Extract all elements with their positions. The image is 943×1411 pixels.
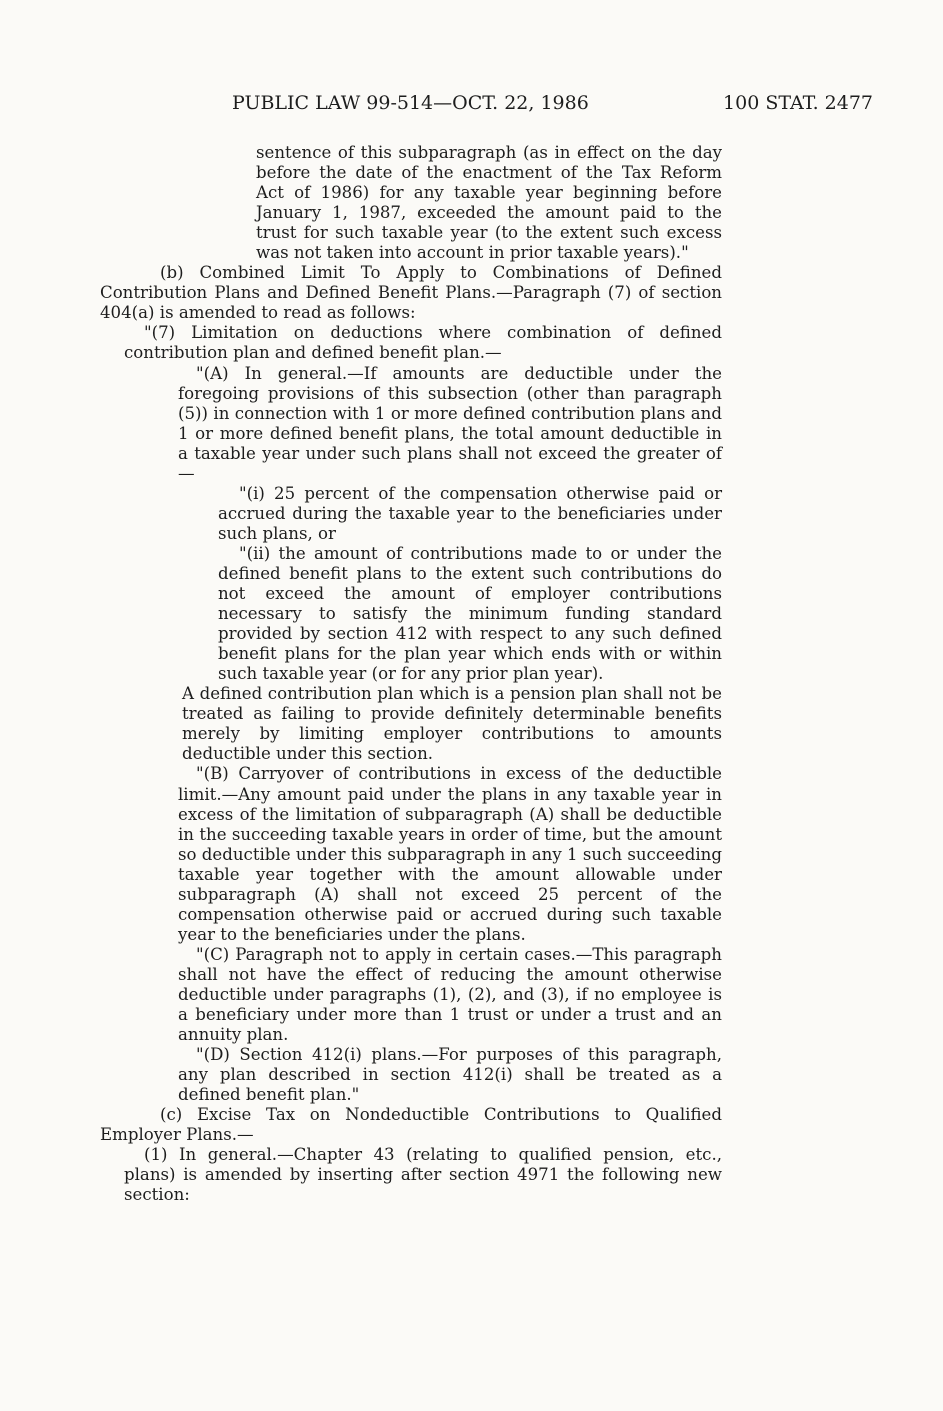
subsection-b-heading: (b) Combined Limit To Apply to Combinations of Defined Contribution Plans and Defined Benefit Plans.—Paragraph (7) of section 404(a) is amended to read as follows: [100, 263, 722, 323]
clause-ii: "(ii) the amount of contributions made to or under the defined benefit plans to the extent such contributions do not exceed the amount of employer contributions necessary to satisfy the minimum funding standard provided by section 412 with respect to any such defined benefit plans for the plan year which ends with or within such taxable year (or for any prior plan year). [218, 543, 722, 684]
clause-i: "(i) 25 percent of the compensation otherwise paid or accrued during the taxable year to the beneficiaries under such plans, or [218, 483, 722, 543]
paragraph-1-in-general: (1) In general.—Chapter 43 (relating to qualified pension, etc., plans) is amended by inserting after section 4971 the following new section: [124, 1145, 722, 1205]
subsection-c-heading: (c) Excise Tax on Nondeductible Contributions to Qualified Employer Plans.— [100, 1105, 722, 1145]
document-body [100, 143, 722, 1205]
page-header [232, 92, 873, 118]
flush-language: A defined contribution plan which is a pension plan shall not be treated as failing to provide definitely determinable benefits merely by limiting employer contributions to amounts deductible under this section. [182, 684, 722, 764]
running-title: PUBLIC LAW 99-514—OCT. 22, 1986 [232, 92, 589, 114]
subparagraph-c: "(C) Paragraph not to apply in certain cases.—This paragraph shall not have the effect of reducing the amount otherwise deductible under paragraphs (1), (2), and (3), if no employee is a beneficiary under more than 1 trust or under a trust and an annuity plan. [178, 944, 722, 1045]
paragraph-7-heading: "(7) Limitation on deductions where combination of defined contribution plan and defined benefit plan.— [124, 323, 722, 363]
continued-subparagraph-text: sentence of this subparagraph (as in effect on the day before the date of the enactment of the Tax Reform Act of 1986) for any taxable year beginning before January 1, 1987, exceeded the amount paid to the trust for such taxable year (to the extent such excess was not taken into account in prior taxable years)." [256, 143, 722, 263]
subparagraph-d: "(D) Section 412(i) plans.—For purposes of this paragraph, any plan described in section 412(i) shall be treated as a defined benefit plan." [178, 1045, 722, 1105]
subparagraph-a: "(A) In general.—If amounts are deductible under the foregoing provisions of this subsection (other than paragraph (5)) in connection with 1 or more defined contribution plans and 1 or more defined benefit plans, the total amount deductible in a taxable year under such plans shall not exceed the greater of— [178, 363, 722, 483]
subparagraph-b: "(B) Carryover of contributions in excess of the deductible limit.—Any amount paid under the plans in any taxable year in excess of the limitation of subparagraph (A) shall be deductible in the succeeding taxable years in order of time, but the amount so deductible under this subparagraph in any 1 such succeeding taxable year together with the amount allowable under subparagraph (A) shall not exceed 25 percent of the compensation otherwise paid or accrued during such taxable year to the beneficiaries under the plans. [178, 764, 722, 944]
statute-page-number: 100 STAT. 2477 [723, 92, 873, 114]
